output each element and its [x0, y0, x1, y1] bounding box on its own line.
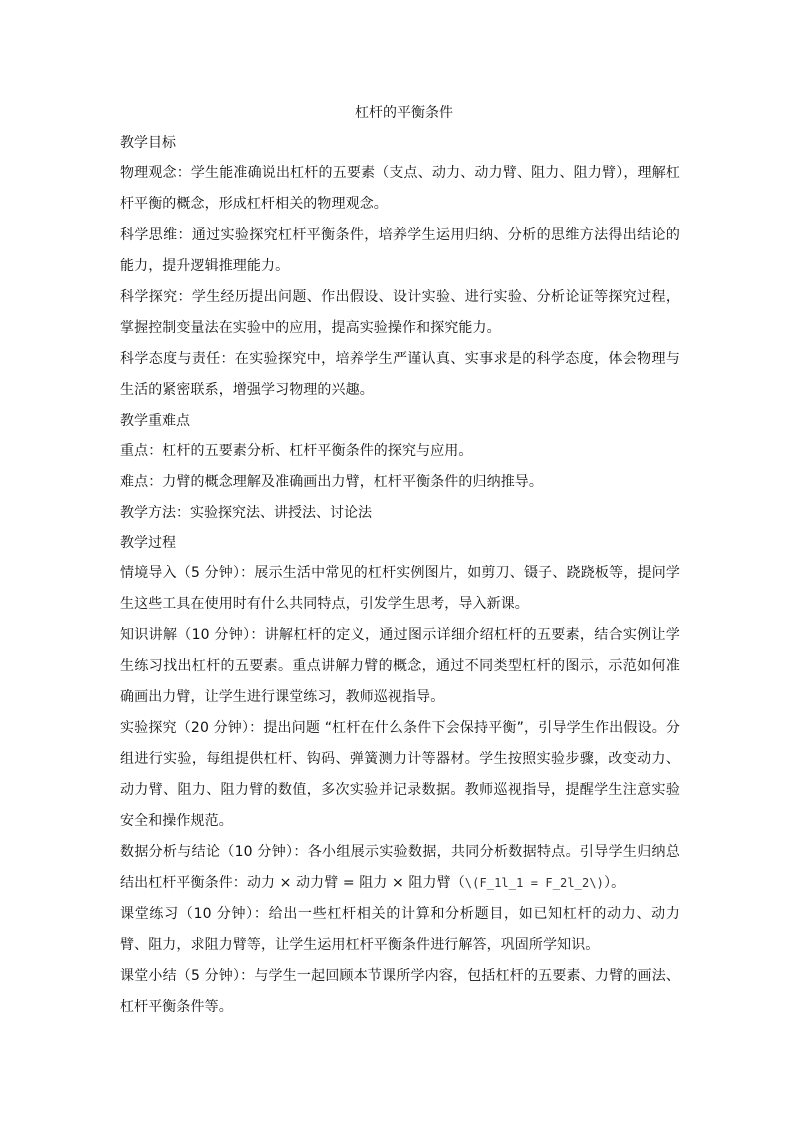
- objective-scientific-inquiry: 科学探究：学生经历提出问题、作出假设、设计实验、进行实验、分析论证等探究过程，掌握控制变量法在实验中的应用，提高实验操作和探究能力。: [120, 289, 680, 336]
- process-step-summary: 课堂小结（5 分钟）：与学生一起回顾本节课所学内容，包括杠杆的五要素、力臂的画法、杠杆平衡条件等。: [120, 968, 680, 1015]
- process-step-knowledge: 知识讲解（10 分钟）：讲解杠杆的定义，通过图示详细介绍杠杆的五要素，结合实例让学生练习找出杠杆的五要素。重点讲解力臂的概念，通过不同类型杠杆的图示，示范如何准确画出力臂，让学生进行课堂练习，教师巡视指导。: [120, 627, 680, 705]
- objectives-heading: 教学目标: [120, 135, 176, 151]
- process-step-practice: 课堂练习（10 分钟）：给出一些杠杆相关的计算和分析题目，如已知杠杆的动力、动力臂、阻力，求阻力臂等，让学生运用杠杆平衡条件进行解答，巩固所学知识。: [120, 906, 680, 953]
- analysis-text-before: 数据分析与结论（10 分钟）：各小组展示实验数据，共同分析数据特点。引导学生归纳总结出杠杆平衡条件：动力 × 动力臂 = 阻力 × 阻力臂（: [120, 844, 680, 891]
- objective-scientific-thinking: 科学思维：通过实验探究杠杆平衡条件，培养学生运用归纳、分析的思维方法得出结论的能力，提升逻辑推理能力。: [120, 227, 680, 274]
- key-point-difficulty: 难点：力臂的概念理解及准确画出力臂，杠杆平衡条件的归纳推导。: [120, 474, 543, 490]
- process-step-analysis: [120, 837, 680, 899]
- document-page: [120, 98, 680, 1023]
- teaching-methods: 教学方法：实验探究法、讲授法、讨论法: [120, 505, 372, 521]
- objective-attitude-responsibility: 科学态度与责任：在实验探究中，培养学生严谨认真、实事求是的科学态度，体会物理与生活的紧密联系，增强学习物理的兴趣。: [120, 351, 680, 398]
- objective-physics-concept: 物理观念：学生能准确说出杠杆的五要素（支点、动力、动力臂、阻力、阻力臂），理解杠杆平衡的概念，形成杠杆相关的物理观念。: [120, 165, 680, 212]
- analysis-text-after: ）。: [603, 875, 626, 891]
- key-points-heading: 教学重难点: [120, 413, 190, 429]
- key-point-focus: 重点：杠杆的五要素分析、杠杆平衡条件的探究与应用。: [120, 443, 473, 459]
- process-step-experiment: 实验探究（20 分钟）：提出问题 “杠杆在什么条件下会保持平衡”，引导学生作出假设。分组进行实验，每组提供杠杆、钩码、弹簧测力计等器材。学生按照实验步骤，改变动力、动力臂、阻力、阻力臂的数值，多次实验并记录数据。教师巡视指导，提醒学生注意实验安全和操作规范。: [120, 720, 680, 829]
- document-title: 杠杆的平衡条件: [355, 105, 453, 121]
- process-step-intro: 情境导入（5 分钟）：展示生活中常见的杠杆实例图片，如剪刀、镊子、跷跷板等，提问学生这些工具在使用时有什么共同特点，引发学生思考，导入新课。: [120, 565, 680, 612]
- process-heading: 教学过程: [120, 535, 176, 551]
- balance-formula: \(F_1l_1 = F_2l_2\): [464, 876, 604, 890]
